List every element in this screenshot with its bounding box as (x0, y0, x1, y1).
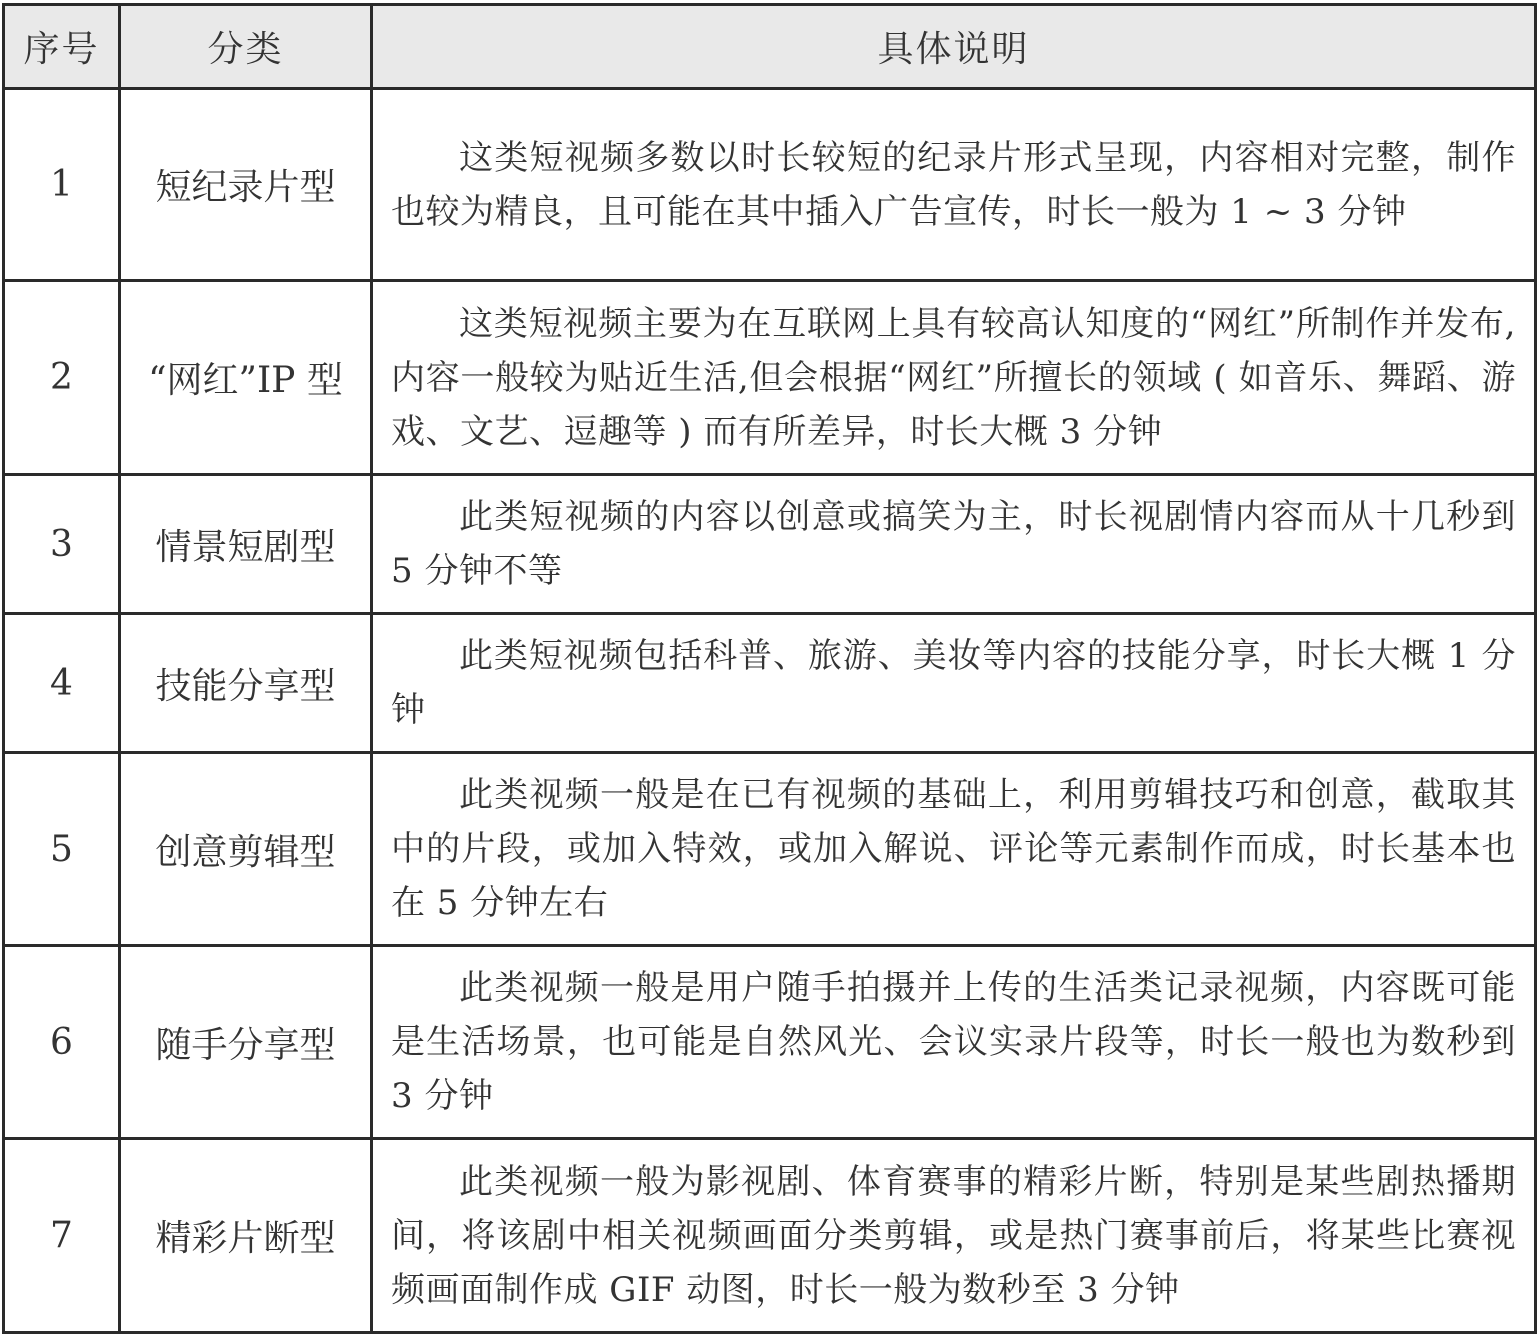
row-description: 此类短视频的内容以创意或搞笑为主，时长视剧情内容而从十几秒到 5 分钟不等 (372, 475, 1536, 614)
row-category: 随手分享型 (120, 946, 372, 1139)
table-row (4, 753, 1536, 946)
header-description: 具体说明 (372, 5, 1536, 89)
row-category: 技能分享型 (120, 614, 372, 753)
row-num: 1 (4, 89, 120, 281)
row-category: 短纪录片型 (120, 89, 372, 281)
table-row (4, 946, 1536, 1139)
row-category: 情景短剧型 (120, 475, 372, 614)
header-num: 序号 (4, 5, 120, 89)
row-description: 此类短视频包括科普、旅游、美妆等内容的技能分享，时长大概 1 分钟 (372, 614, 1536, 753)
row-description: 此类视频一般是在已有视频的基础上，利用剪辑技巧和创意，截取其中的片段，或加入特效，或加入解说、评论等元素制作而成，时长基本也在 5 分钟左右 (372, 753, 1536, 946)
table-row (4, 89, 1536, 281)
row-description: 此类视频一般是用户随手拍摄并上传的生活类记录视频，内容既可能是生活场景，也可能是自然风光、会议实录片段等，时长一般也为数秒到 3 分钟 (372, 946, 1536, 1139)
row-category: 创意剪辑型 (120, 753, 372, 946)
header-row (4, 5, 1536, 89)
row-num: 7 (4, 1139, 120, 1333)
row-num: 3 (4, 475, 120, 614)
table-body (4, 89, 1536, 1333)
row-num: 5 (4, 753, 120, 946)
row-category: 精彩片断型 (120, 1139, 372, 1333)
row-num: 2 (4, 281, 120, 475)
row-num: 4 (4, 614, 120, 753)
table-row (4, 1139, 1536, 1333)
row-num: 6 (4, 946, 120, 1139)
table-row (4, 475, 1536, 614)
table-row (4, 281, 1536, 475)
table-row (4, 614, 1536, 753)
row-category: “网红”IP 型 (120, 281, 372, 475)
table-header (4, 5, 1536, 89)
header-category: 分类 (120, 5, 372, 89)
video-category-table (2, 3, 1537, 1334)
row-description: 此类视频一般为影视剧、体育赛事的精彩片断，特别是某些剧热播期间，将该剧中相关视频画面分类剪辑，或是热门赛事前后，将某些比赛视频画面制作成 GIF 动图，时长一般为数秒至 3 分钟 (372, 1139, 1536, 1333)
row-description: 这类短视频多数以时长较短的纪录片形式呈现，内容相对完整，制作也较为精良，且可能在其中插入广告宣传，时长一般为 1 ~ 3 分钟 (372, 89, 1536, 281)
row-description: 这类短视频主要为在互联网上具有较高认知度的“网红”所制作并发布,内容一般较为贴近生活,但会根据“网红”所擅长的领域 ( 如音乐、舞蹈、游戏、文艺、逗趣等 ) 而有所差异，时长大概 3 分钟 (372, 281, 1536, 475)
